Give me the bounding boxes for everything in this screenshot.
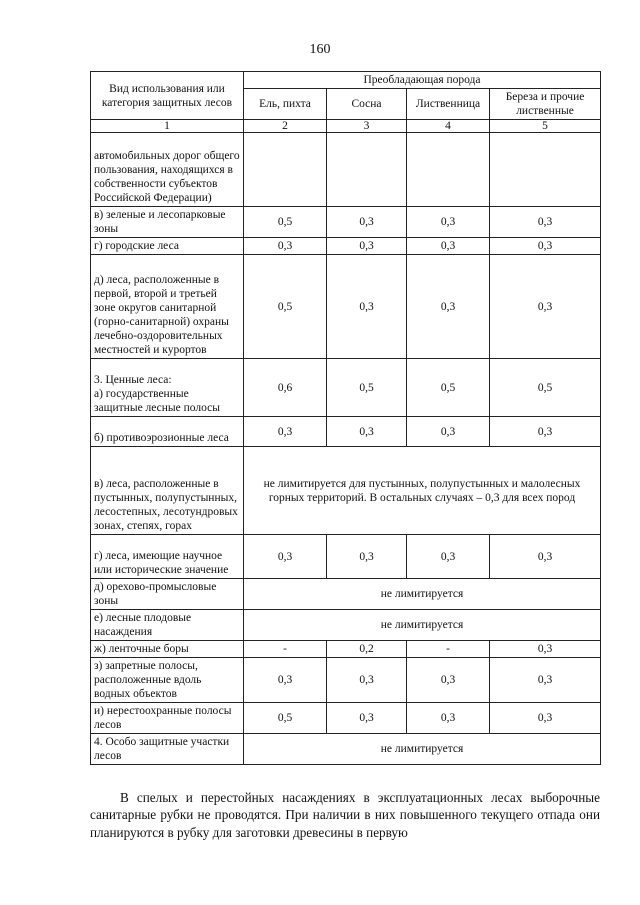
- row-category-label: з) запретные полосы, расположенные вдоль водных объектов: [91, 658, 244, 703]
- value-pine: 0,3: [327, 207, 407, 238]
- value-spruce-fir: 0,6: [244, 359, 327, 417]
- row-category-label: д) леса, расположенные в первой, второй и третьей зоне округов санитарной (горно-санитарной) охраны лечебно-оздоровительных местностей и курортов: [91, 255, 244, 359]
- value-larch: 0,3: [407, 658, 490, 703]
- table-row: [91, 658, 601, 703]
- value-birch: [490, 133, 601, 207]
- value-birch: 0,3: [490, 535, 601, 579]
- value-pine: 0,5: [327, 359, 407, 417]
- value-larch: -: [407, 641, 490, 658]
- value-birch: 0,3: [490, 658, 601, 703]
- value-larch: 0,3: [407, 535, 490, 579]
- table-row: [91, 417, 601, 447]
- paragraph-text: В спелых и перестойных насаждениях в эксплуатационных лесах выборочные санитарные рубки не проводятся. При наличии в них повышенного текущего отпада они планируются в рубку для заготовки древесины в первую: [90, 790, 600, 840]
- table-row: [91, 579, 601, 610]
- column-number: 1: [91, 120, 244, 133]
- header-species-larch: Лиственница: [407, 89, 490, 120]
- value-larch: 0,3: [407, 255, 490, 359]
- value-pine: 0,3: [327, 417, 407, 447]
- table-row: [91, 641, 601, 658]
- header-dominant-species: Преобладающая порода: [244, 72, 601, 89]
- table-row: [91, 535, 601, 579]
- column-number: 3: [327, 120, 407, 133]
- value-birch: 0,3: [490, 207, 601, 238]
- value-larch: 0,5: [407, 359, 490, 417]
- merged-value-note: не лимитируется: [244, 734, 601, 765]
- value-pine: [327, 133, 407, 207]
- row-category-label: д) орехово-промысловые зоны: [91, 579, 244, 610]
- value-birch: 0,3: [490, 255, 601, 359]
- value-spruce-fir: 0,5: [244, 207, 327, 238]
- value-larch: 0,3: [407, 207, 490, 238]
- table-row: [91, 255, 601, 359]
- column-number: 2: [244, 120, 327, 133]
- value-spruce-fir: -: [244, 641, 327, 658]
- row-category-label: б) противоэрозионные леса: [91, 417, 244, 447]
- value-pine: 0,3: [327, 535, 407, 579]
- table-row: [91, 133, 601, 207]
- value-spruce-fir: [244, 133, 327, 207]
- row-category-label: г) городские леса: [91, 238, 244, 255]
- header-species-spruce-fir: Ель, пихта: [244, 89, 327, 120]
- row-category-label: автомобильных дорог общего пользования, находящихся в собственности субъектов Российской Федерации): [91, 133, 244, 207]
- table-row: [91, 703, 601, 734]
- page-number: 160: [309, 42, 331, 57]
- value-pine: 0,3: [327, 238, 407, 255]
- value-birch: 0,3: [490, 238, 601, 255]
- merged-value-note: не лимитируется для пустынных, полупустынных и малолесных горных территорий. В остальных случаях – 0,3 для всех пород: [244, 447, 601, 535]
- value-spruce-fir: 0,3: [244, 658, 327, 703]
- value-larch: 0,3: [407, 417, 490, 447]
- value-pine: 0,3: [327, 703, 407, 734]
- row-category-label: ж) ленточные боры: [91, 641, 244, 658]
- table-row: [91, 207, 601, 238]
- felling-intensity-table: [90, 71, 601, 765]
- table-row: [91, 447, 601, 535]
- row-category-label: е) лесные плодовые насаждения: [91, 610, 244, 641]
- column-number: 5: [490, 120, 601, 133]
- table-row: [91, 238, 601, 255]
- value-larch: [407, 133, 490, 207]
- value-spruce-fir: 0,5: [244, 703, 327, 734]
- value-pine: 0,3: [327, 658, 407, 703]
- header-species-birch: Береза и прочие лиственные: [490, 89, 601, 120]
- value-spruce-fir: 0,5: [244, 255, 327, 359]
- row-category-label: 4. Особо защитные участки лесов: [91, 734, 244, 765]
- value-larch: 0,3: [407, 238, 490, 255]
- column-number: 4: [407, 120, 490, 133]
- merged-value-note: не лимитируется: [244, 579, 601, 610]
- merged-value-note: не лимитируется: [244, 610, 601, 641]
- value-birch: 0,5: [490, 359, 601, 417]
- value-spruce-fir: 0,3: [244, 535, 327, 579]
- header-species-pine: Сосна: [327, 89, 407, 120]
- value-spruce-fir: 0,3: [244, 238, 327, 255]
- row-category-label: 3. Ценные леса: а) государственные защитные лесные полосы: [91, 359, 244, 417]
- value-birch: 0,3: [490, 641, 601, 658]
- value-pine: 0,2: [327, 641, 407, 658]
- row-category-label: и) нерестоохранные полосы лесов: [91, 703, 244, 734]
- table-row: [91, 359, 601, 417]
- body-paragraph: [90, 789, 600, 841]
- value-birch: 0,3: [490, 417, 601, 447]
- row-category-label: в) леса, расположенные в пустынных, полупустынных, лесостепных, лесотундровых зонах, степях, горах: [91, 447, 244, 535]
- row-category-label: в) зеленые и лесопарковые зоны: [91, 207, 244, 238]
- value-larch: 0,3: [407, 703, 490, 734]
- value-pine: 0,3: [327, 255, 407, 359]
- table-row: [91, 610, 601, 641]
- table-row: [91, 734, 601, 765]
- value-spruce-fir: 0,3: [244, 417, 327, 447]
- value-birch: 0,3: [490, 703, 601, 734]
- row-category-label: г) леса, имеющие научное или исторические значение: [91, 535, 244, 579]
- header-category: Вид использования или категория защитных лесов: [91, 72, 244, 120]
